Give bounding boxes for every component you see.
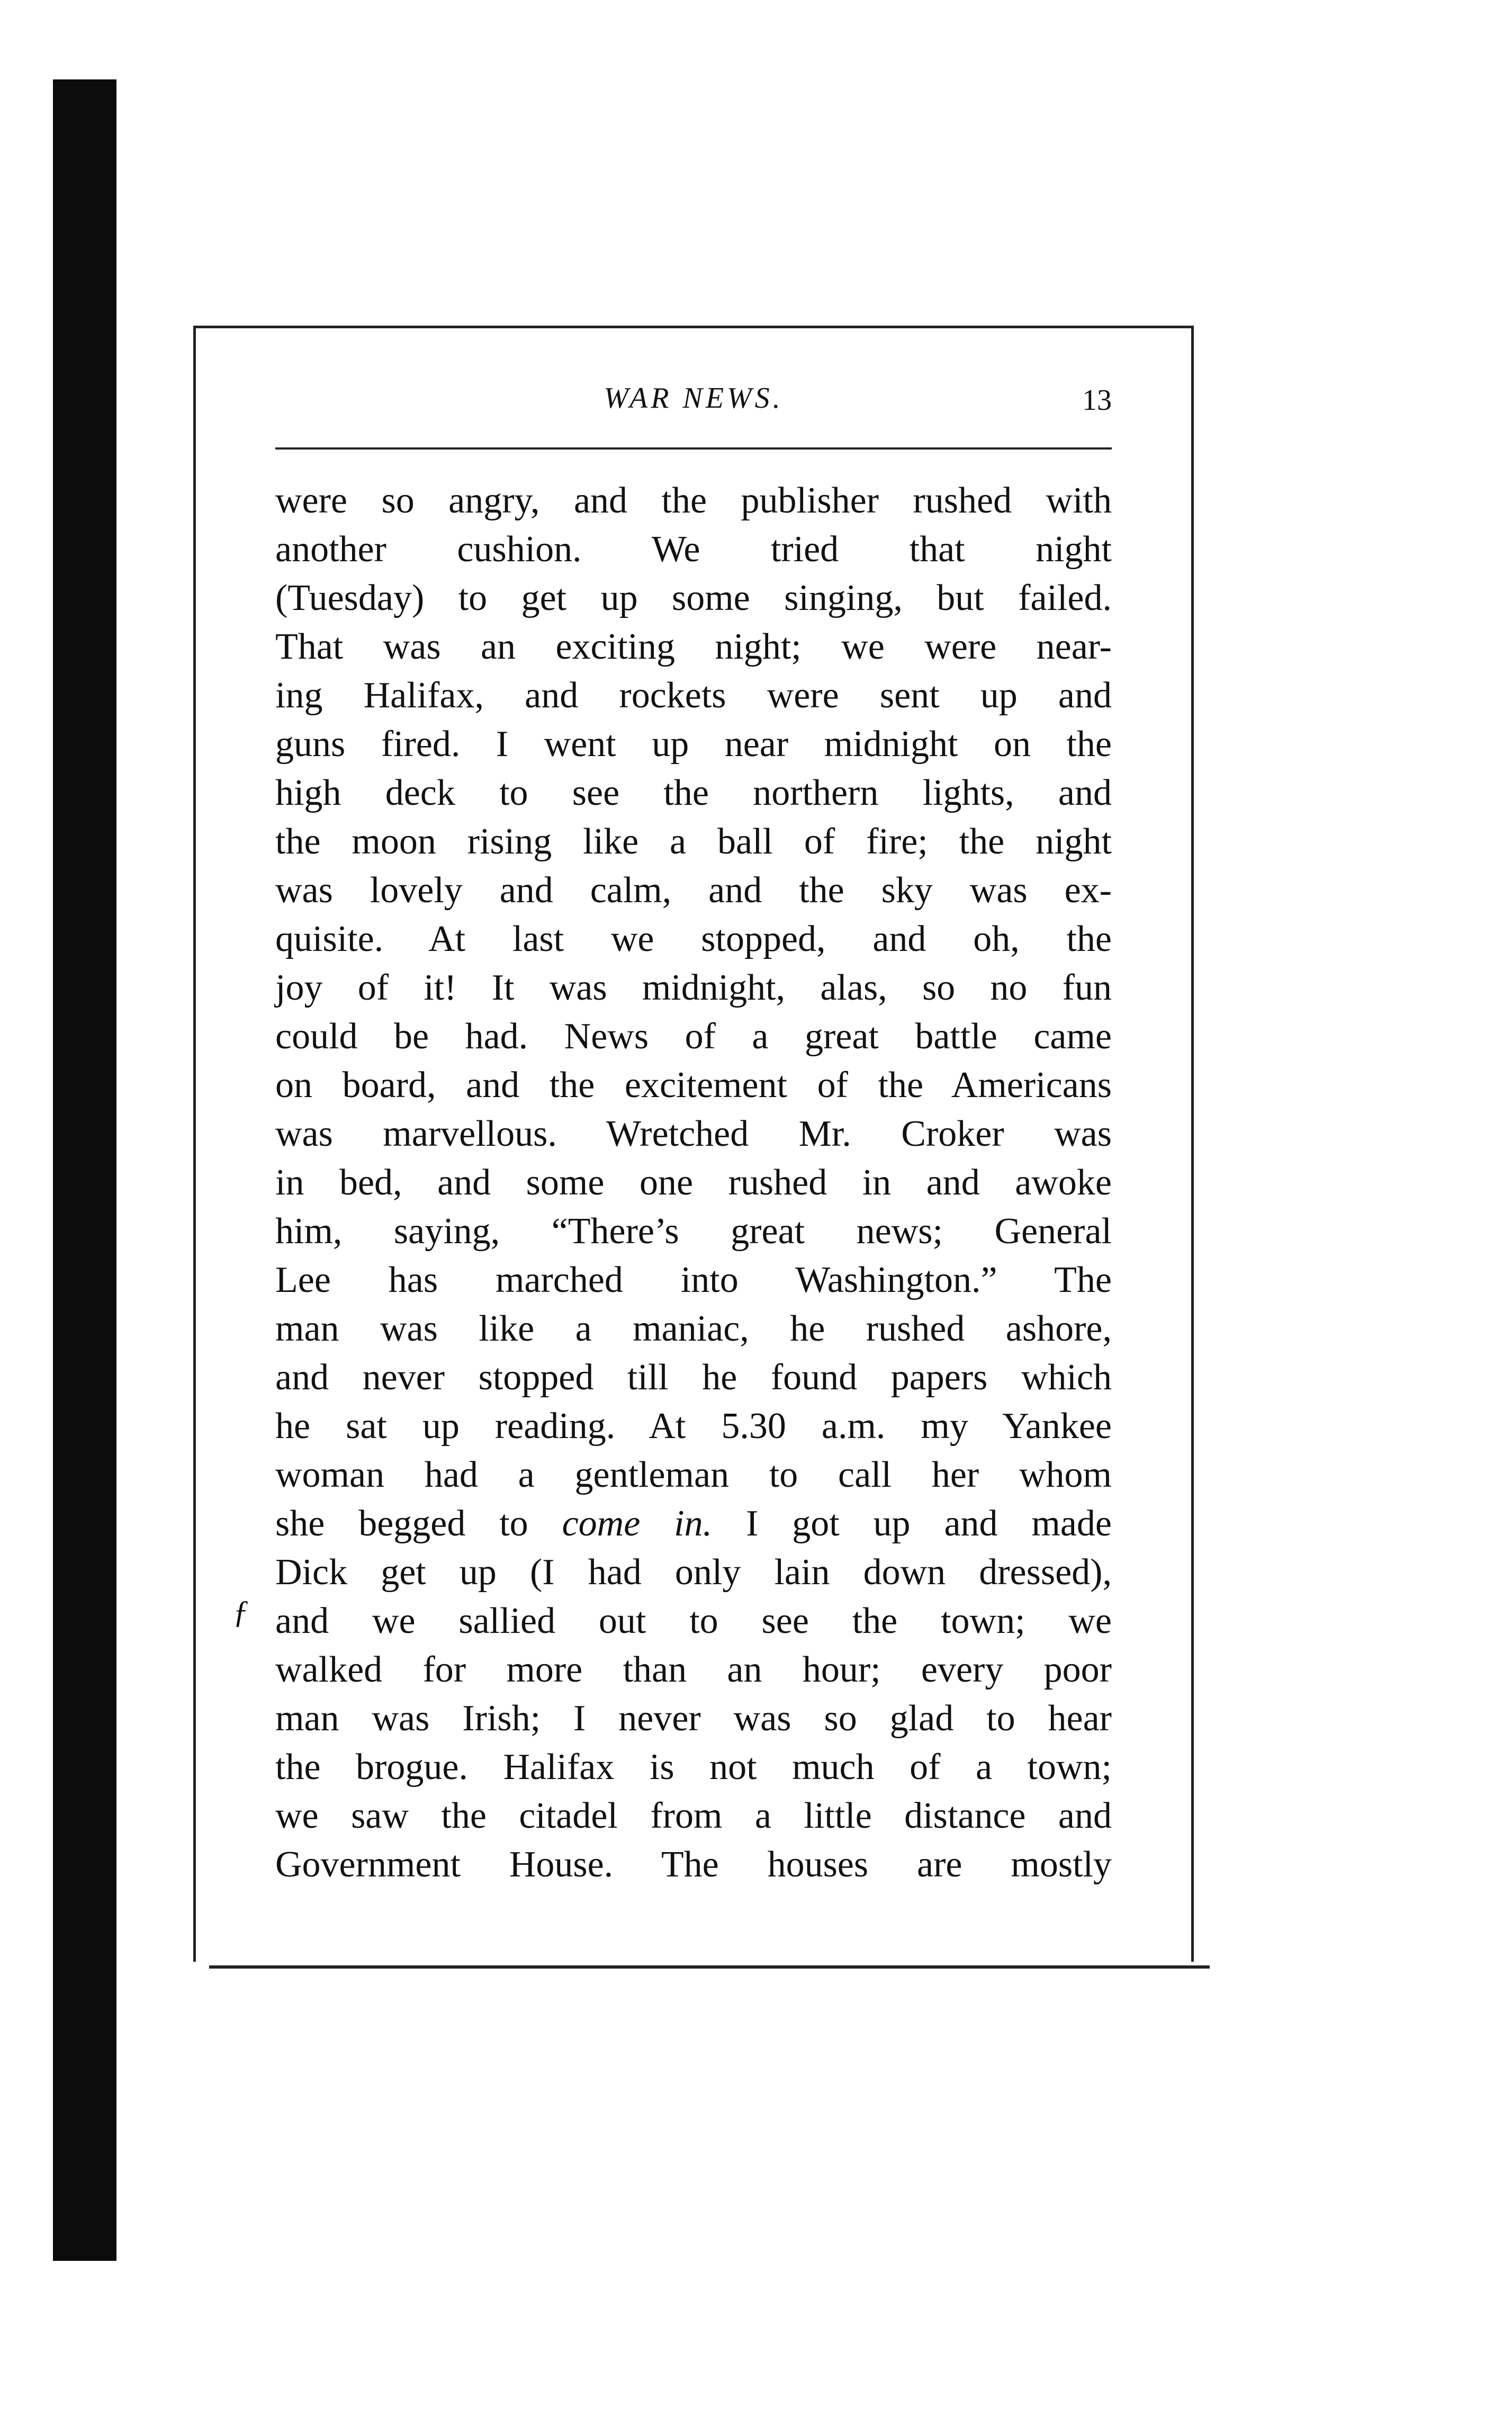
text-line: high deck to see the northern lights, and [275,773,1112,813]
text-line: him, saying, “There’s great news; General [275,1211,1112,1252]
text-line: joy of it! It was midnight, alas, so no fun [275,967,1112,1008]
text-line-part: she begged to [275,1503,562,1544]
text-line: That was an exciting night; we were near- [275,626,1112,667]
text-line-part: I got up and made [712,1503,1112,1544]
text-line: man was Irish; I never was so glad to hear [275,1698,1112,1739]
text-line: quisite. At last we stopped, and oh, the [275,919,1112,959]
text-line: the brogue. Halifax is not much of a town; [275,1747,1112,1788]
text-line: in bed, and some one rushed in and awoke [275,1162,1112,1203]
text-line: Lee has marched into Washington.” The [275,1260,1112,1300]
text-line: he sat up reading. At 5.30 a.m. my Yankee [275,1406,1112,1447]
text-line: Dick get up (I had only lain down dressed), [275,1552,1112,1593]
text-line: man was like a maniac, he rushed ashore, [275,1308,1112,1349]
text-line: the moon rising like a ball of fire; the night [275,821,1112,862]
text-line: woman had a gentleman to call her whom [275,1454,1112,1495]
page-frame-bottom-rule [209,1965,1210,1969]
page-number: 13 [1082,384,1112,417]
text-line: could be had. News of a great battle came [275,1016,1112,1057]
text-line: and never stopped till he found papers which [275,1357,1112,1398]
margin-pencil-mark: ƒ [233,1594,249,1629]
text-line: ing Halifax, and rockets were sent up and [275,675,1112,716]
text-line: walked for more than an hour; every poor [275,1649,1112,1690]
text-line: was lovely and calm, and the sky was ex- [275,870,1112,911]
text-line: and we sallied out to see the town; we [275,1601,1112,1641]
book-spine-edge [53,79,116,2261]
italic-phrase: come in. [562,1503,713,1544]
text-line [275,1499,1112,1548]
text-line: guns fired. I went up near midnight on the [275,724,1112,765]
text-line: another cushion. We tried that night [275,529,1112,570]
body-text [275,477,1112,1889]
text-line: were so angry, and the publisher rushed with [275,480,1112,521]
running-head: WAR NEWS. [604,382,784,415]
text-line: Government House. The houses are mostly [275,1844,1112,1885]
text-line: we saw the citadel from a little distance and [275,1795,1112,1836]
text-line: was marvellous. Wretched Mr. Croker was [275,1113,1112,1154]
text-line: on board, and the excitement of the Americans [275,1065,1112,1106]
page-header [275,381,1112,429]
header-rule [275,447,1112,450]
text-line: (Tuesday) to get up some singing, but failed. [275,578,1112,618]
